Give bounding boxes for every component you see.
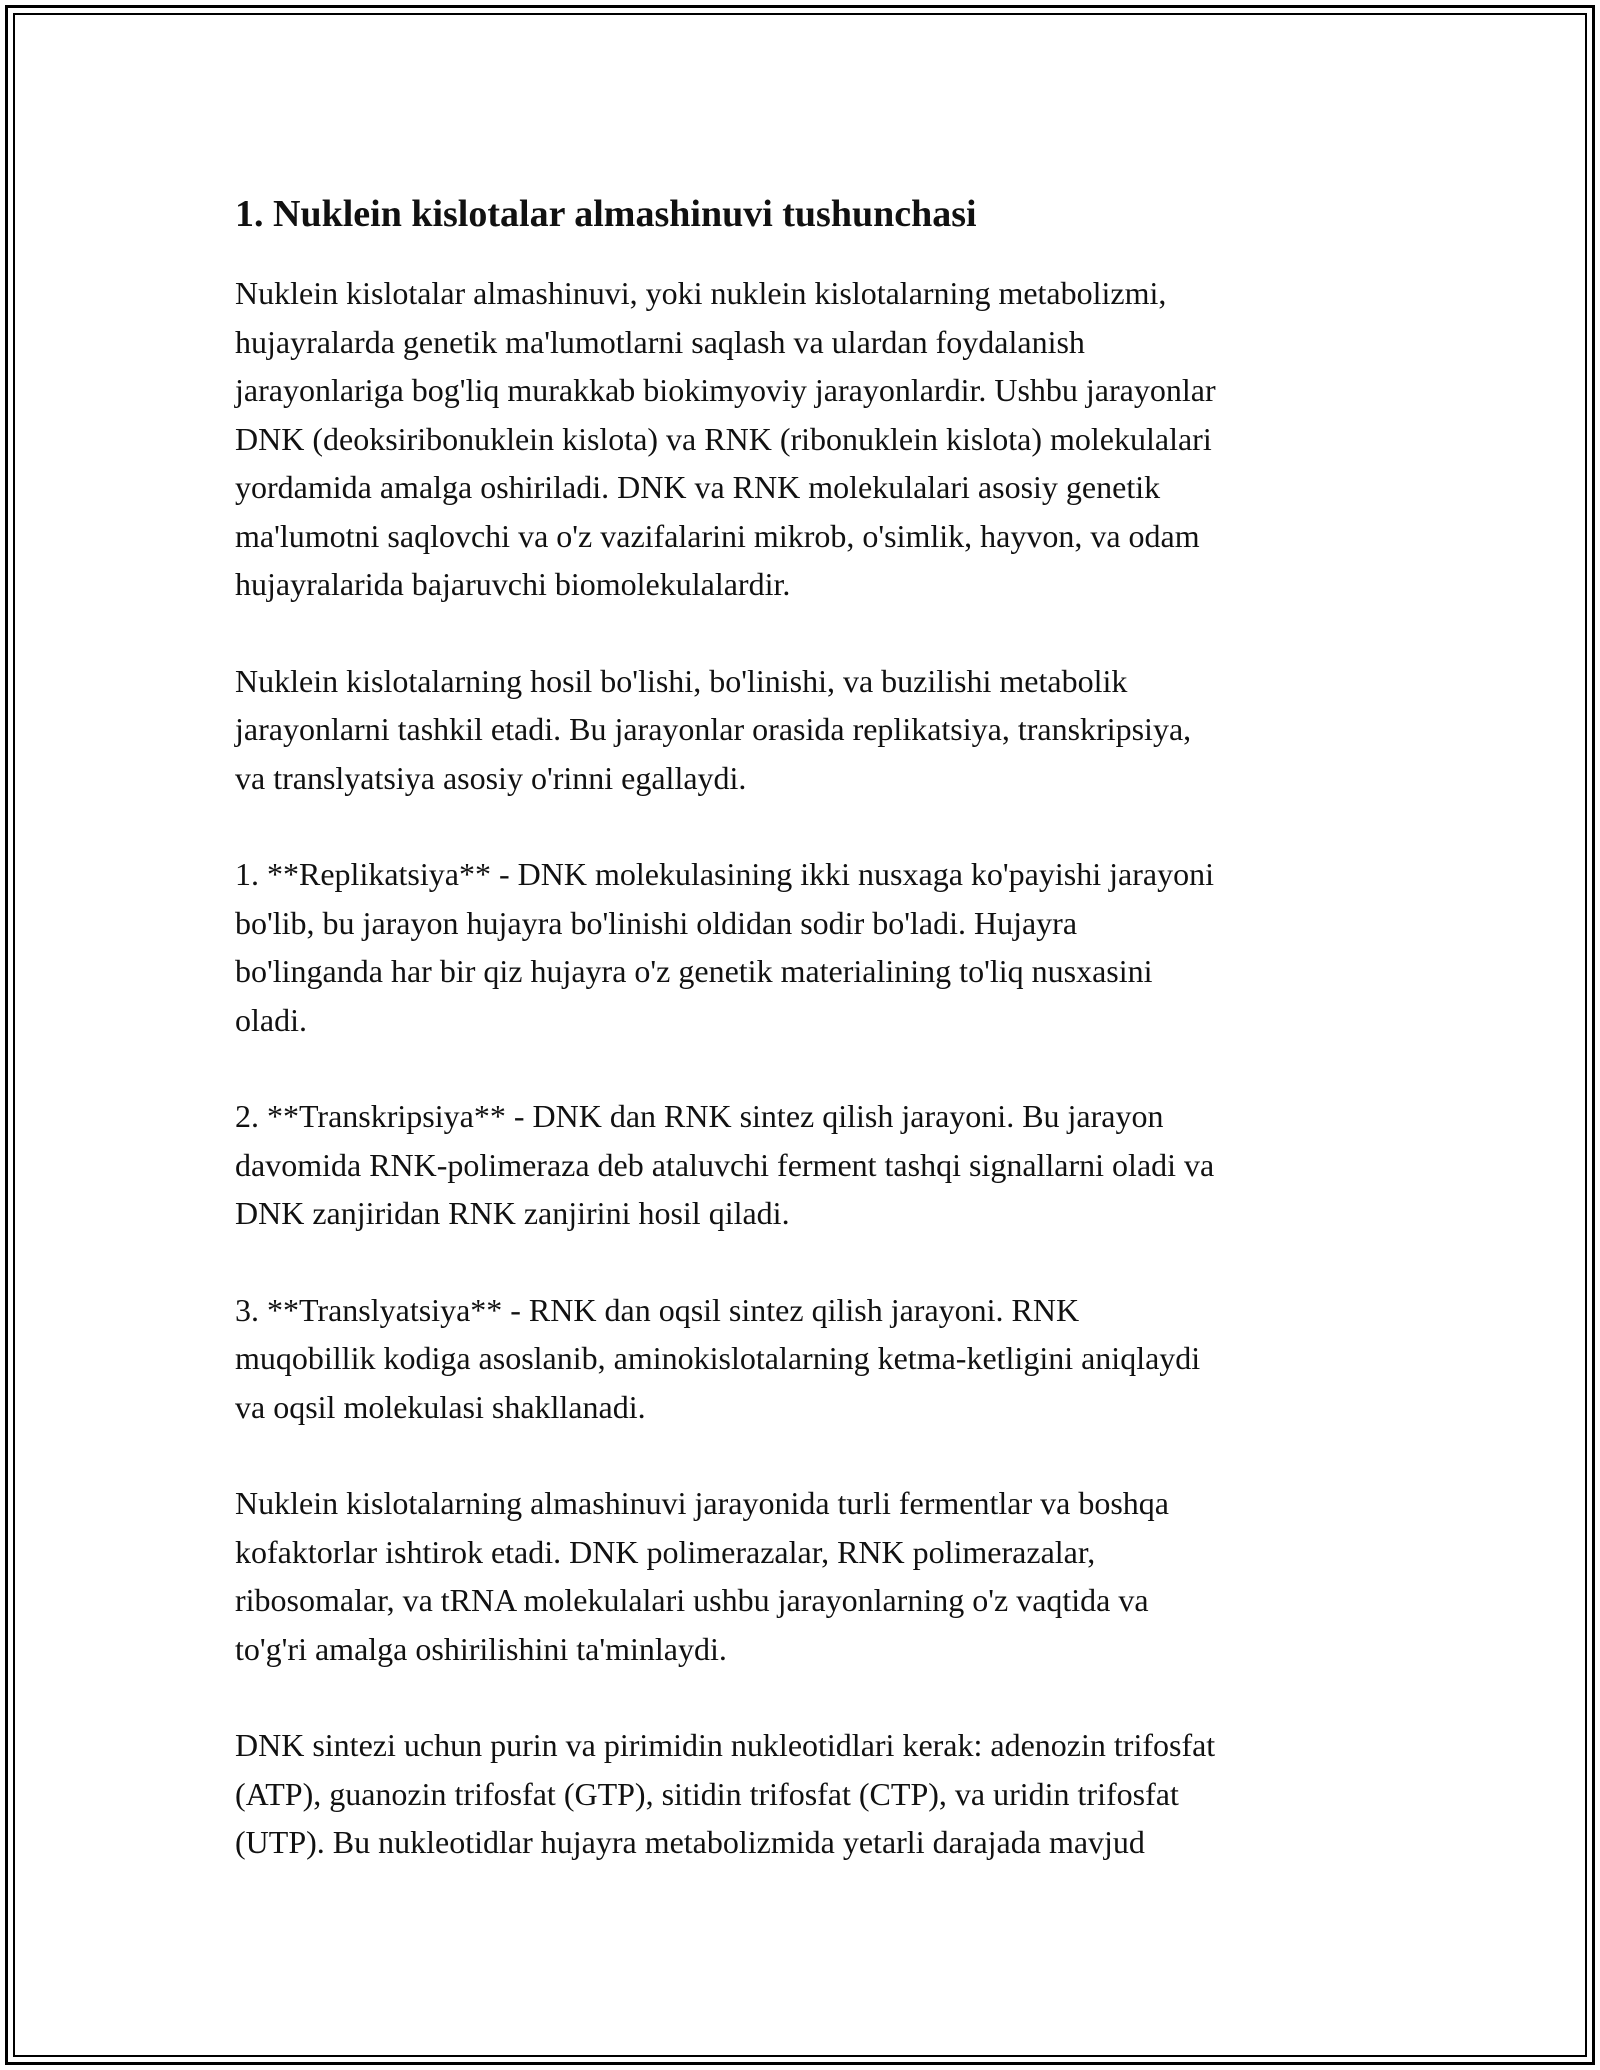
paragraph-replication: 1. **Replikatsiya** - DNK molekulasining ikki nusxaga ko'payishi jarayoni bo'lib, bu jarayon hujayra bo'linishi oldidan sodir bo'ladi. Hujayra bo'linganda har bir qiz hujayra o'z genetik materialining to'liq nusxasini oladi. [235, 856, 1214, 1038]
paragraph-intro: Nuklein kislotalar almashinuvi, yoki nuklein kislotalarning metabolizmi, hujayralarda genetik ma'lumotlarni saqlash va ulardan foydalanish jarayonlariga bog'liq murakkab biokimyoviy jarayonlardir. Ushbu jarayonlar DNK (deoksiribonuklein kislota) va RNK (ribonuklein kislota) molekulalari yordamida amalga oshiriladi. DNK va RNK molekulalari asosiy genetik ma'lumotni saqlovchi va o'z vazifalarini mikrob, o'simlik, hayvon, va odam hujayralarida bajaruvchi biomolekulalardir. [235, 275, 1216, 602]
document-body [235, 185, 1385, 1915]
paragraph-nucleotides: DNK sintezi uchun purin va pirimidin nukleotidlari kerak: adenozin trifosfat (ATP), guanozin trifosfat (GTP), sitidin trifosfat (CTP), va uridin trifosfat (UTP). Bu nukleotidlar hujayra metabolizmida yetarli darajada mavjud [235, 1727, 1216, 1860]
paragraph-translation: 3. **Translyatsiya** - RNK dan oqsil sintez qilish jarayoni. RNK muqobillik kodiga asoslanib, aminokislotalarning ketma-ketligini aniqlaydi va oqsil molekulasi shakllanadi. [235, 1291, 1201, 1425]
paragraph-enzymes: Nuklein kislotalarning almashinuvi jarayonida turli fermentlar va boshqa kofaktorlar ishtirok etadi. DNK polimerazalar, RNK polimerazalar, ribosomalar, va tRNA molekulalari ushbu jarayonlarning o'z vaqtida va to'g'ri amalga oshirilishini ta'minlaydi. [235, 1485, 1169, 1667]
document-title: 1. Nuklein kislotalar almashinuvi tushunchasi [235, 193, 977, 235]
paragraph-transcription: 2. **Transkripsiya** - DNK dan RNK sintez qilish jarayoni. Bu jarayon davomida RNK-polimeraza deb ataluvchi ferment tashqi signallarni oladi va DNK zanjiridan RNK zanjirini hosil qiladi. [235, 1098, 1215, 1231]
paragraph-processes: Nuklein kislotalarning hosil bo'lishi, bo'linishi, va buzilishi metabolik jarayonlarni tashkil etadi. Bu jarayonlar orasida replikatsiya, transkripsiya, va translyatsiya asosiy o'rinni egallaydi. [235, 662, 1192, 796]
